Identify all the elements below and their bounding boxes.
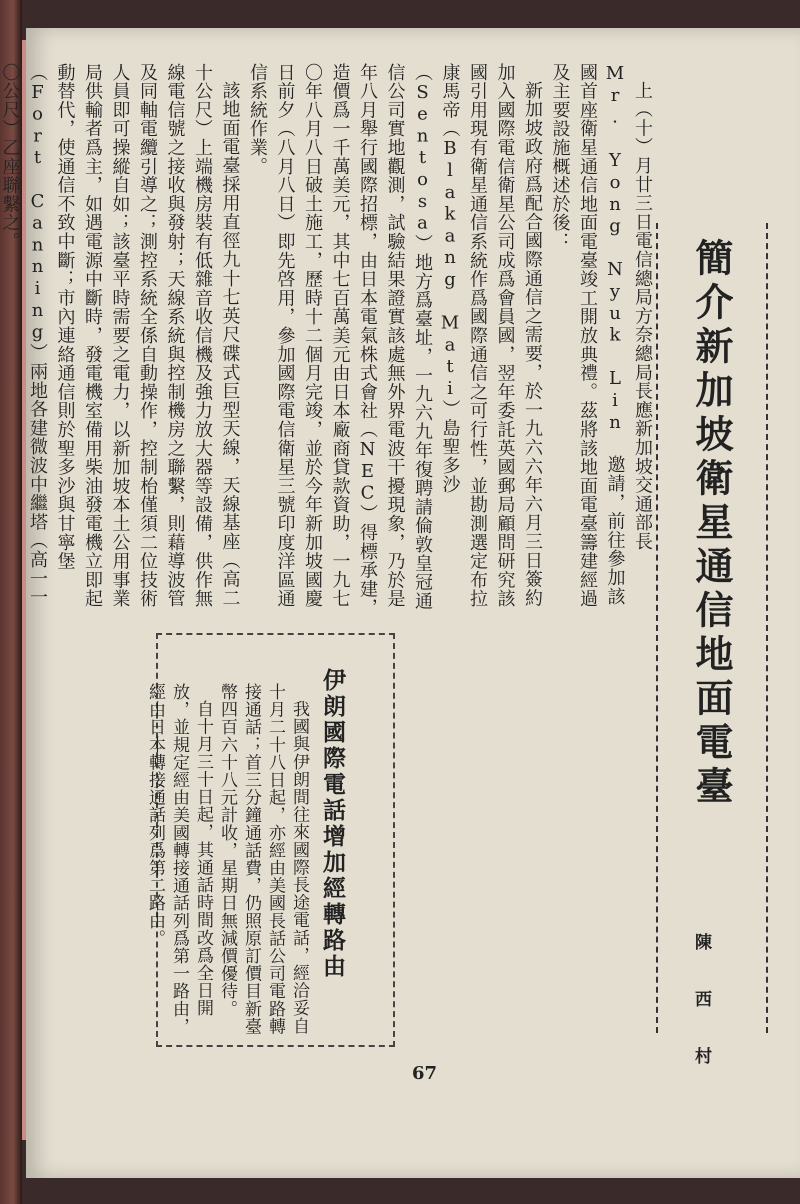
notice-paragraph: 我國與伊朗間往來國際長途電話，經洽妥自十月二十八日起，亦經由美國長話公司電路轉接通話；首三分鐘通話費，仍照原訂價目新臺幣四百六十八元計收，星期日無減價優待。	[217, 683, 309, 1035]
page	[0, 28, 800, 1178]
paragraph: 該地面電臺採用直徑九十七英尺碟式巨型天線，天線基座（高二十公尺）上端機房裝有低雜音收信機及強力放大器等設備，供作無線電信號之接收與發射；天線系統與控制機房之聯繫，則藉導波管及同軸電纜引導之；測控系統全係自動操作，控制枱僅須二位技術人員即可操縱自如；該臺平時需要之電力，以新加坡本土公用事業局供輸者爲主，如遇電源中斷時，發電機室備用柴油發電機立即起動替代，使通信不致中斷；市內連絡通信則於聖多沙與甘寧堡（Fort Canning）兩地各建微波中繼塔（高一一〇公尺）乙座聯繫之。	[0, 63, 241, 609]
paragraph: 上（十）月廿三日電信總局方奈總局長應新加坡交通部長 Mr. Yong Nyuk Lin 邀請，前往參加該國首座衛星通信地面電臺竣工開放典禮。茲將該地面電臺籌建經過及主要設施概述於後：	[549, 63, 653, 609]
page-number: 67	[412, 1063, 438, 1084]
article-title: 簡介新加坡衛星通信地面電臺	[689, 238, 734, 810]
article-body	[0, 63, 656, 623]
paragraph: 新加坡政府爲配合國際通信之需要，於一九六六年六月三日簽約加入國際電信衛星公司成爲會員國，翌年委託英國郵局顧問研究該國引用現有衛星通信系統作爲國際通信之可行性，並勘測選定布拉康馬帝（Blakang Mati）島聖多沙（Sentosa）地方爲臺址，一九六九年復聘請倫敦皇冠通信公司實地觀測，試驗結果證實該處無外界電波干擾現象，乃於是年八月舉行國際招標，由日本電氣株式會社（NEC）得標承建，造價爲一千萬美元，其中七百萬美元由日本廠商貸款資助，一九七〇年八月八日破土施工，歷時十二個月完竣，並於今年新加坡國慶日前夕（八月八日）即先啓用，參加國際電信衛星三號印度洋區通信系統作業。	[247, 63, 543, 618]
article-author: 陳 西 村	[691, 933, 711, 1074]
notice-body	[145, 683, 311, 1043]
notice-paragraph: 自十月三十日起，其通話時間改爲全日開放，並規定經由美國轉接通話列爲第一路由，經由日本轉接通話列爲第二路由。	[145, 683, 213, 1035]
notice-title: 伊朗國際電話增加經轉路由	[319, 668, 346, 980]
